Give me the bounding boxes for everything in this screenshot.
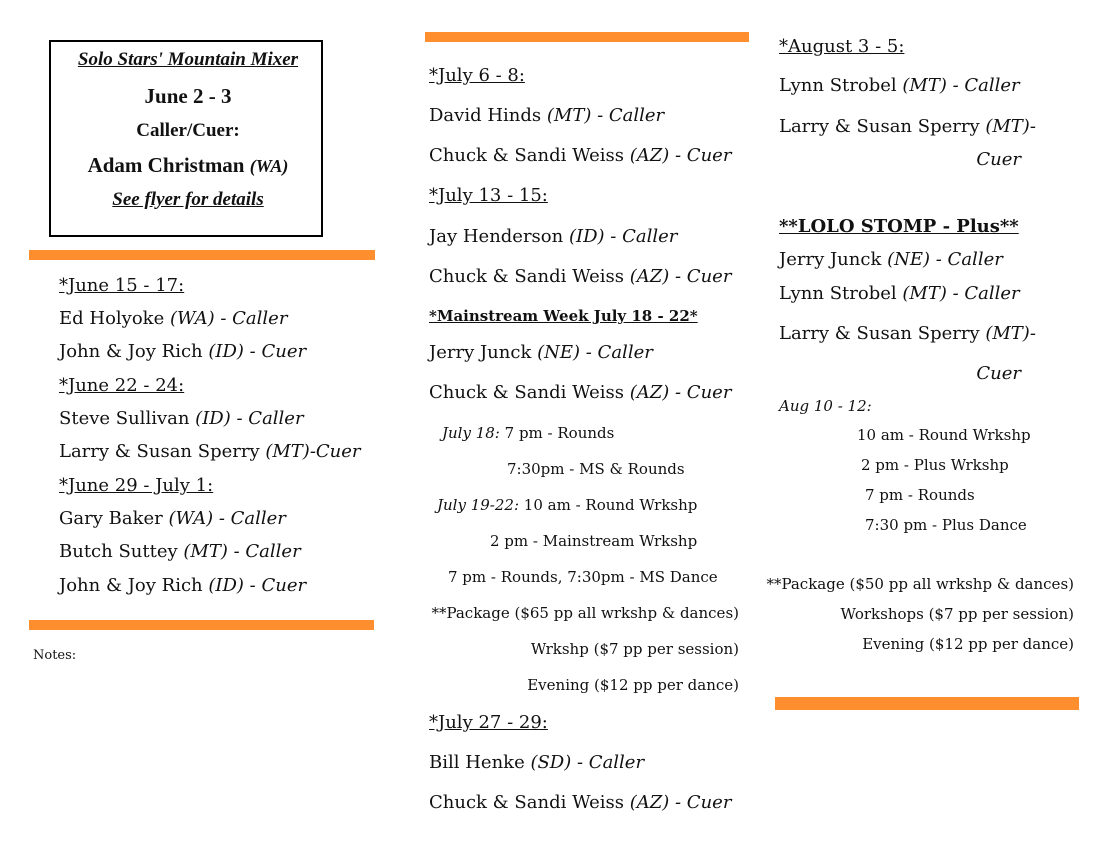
event-line: Lynn Strobel (MT) - Caller [779,283,1020,304]
event-date: *June 15 - 17: [59,275,185,296]
event-line: Larry & Susan Sperry (MT)-Cuer [59,441,361,462]
event-line-continued: Cuer [976,149,1021,170]
event-line: Chuck & Sandi Weiss (AZ) - Cuer [429,145,732,166]
event-line: Gary Baker (WA) - Caller [59,508,286,529]
schedule-day: Aug 10 - 12: [779,397,872,415]
featured-note: See flyer for details [112,189,264,210]
schedule-line: 7 pm - Rounds [865,486,975,504]
event-line: Chuck & Sandi Weiss (AZ) - Cuer [429,266,732,287]
event-date: *July 27 - 29: [429,712,548,733]
featured-caller-state: (WA) [249,156,289,176]
event-line: Chuck & Sandi Weiss (AZ) - Cuer [429,382,732,403]
event-line: Steve Sullivan (ID) - Caller [59,408,304,429]
event-line: David Hinds (MT) - Caller [429,105,665,126]
package-line: Wrkshp ($7 pp per session) [530,640,739,658]
notes-label: Notes: [33,648,77,663]
event-line: Jay Henderson (ID) - Caller [429,226,678,247]
schedule-line: 2 pm - Mainstream Wrkshp [490,532,698,550]
orange-divider [29,250,375,260]
schedule-line: July 18: 7 pm - Rounds [442,424,615,442]
event-date: *July 13 - 15: [429,185,548,206]
schedule-line: July 19-22: 10 am - Round Wrkshp [437,496,698,514]
orange-divider [29,620,374,630]
event-line: Larry & Susan Sperry (MT)- [779,323,1036,344]
package-line: Evening ($12 pp per dance) [527,676,739,694]
event-line: Ed Holyoke (WA) - Caller [59,308,288,329]
event-line-continued: Cuer [976,363,1021,384]
schedule-line: 2 pm - Plus Wrkshp [861,456,1009,474]
event-line: Lynn Strobel (MT) - Caller [779,75,1020,96]
event-date: *June 29 - July 1: [59,475,214,496]
package-line: Workshops ($7 pp per session) [840,605,1074,623]
featured-event-box [49,40,323,237]
featured-dates: June 2 - 3 [144,84,232,108]
event-line: John & Joy Rich (ID) - Cuer [59,575,307,596]
event-line: John & Joy Rich (ID) - Cuer [59,341,307,362]
featured-title: Solo Stars' Mountain Mixer [77,49,299,70]
featured-role: Caller/Cuer: [136,120,240,141]
event-line: Larry & Susan Sperry (MT)- [779,116,1036,137]
package-line: **Package ($65 pp all wrkshp & dances) [431,604,739,622]
schedule-line: 7:30pm - MS & Rounds [507,460,685,478]
event-date: *August 3 - 5: [779,36,905,57]
featured-caller [51,155,325,176]
event-line: Jerry Junck (NE) - Caller [429,342,653,363]
featured-caller-name: Adam Christman [87,153,245,177]
lolo-stomp-title: **LOLO STOMP - Plus** [779,216,1019,237]
event-line: Jerry Junck (NE) - Caller [779,249,1003,270]
event-date: *July 6 - 8: [429,65,525,86]
schedule-line: 10 am - Round Wrkshp [857,426,1031,444]
event-date: *June 22 - 24: [59,375,185,396]
orange-divider [775,697,1079,710]
event-line: Bill Henke (SD) - Caller [429,752,645,773]
mainstream-week-title: *Mainstream Week July 18 - 22* [429,307,698,325]
schedule-line: 7 pm - Rounds, 7:30pm - MS Dance [448,568,718,586]
package-line: Evening ($12 pp per dance) [862,635,1074,653]
event-line: Chuck & Sandi Weiss (AZ) - Cuer [429,792,732,813]
event-line: Butch Suttey (MT) - Caller [59,541,301,562]
orange-divider [425,32,749,42]
package-line: **Package ($50 pp all wrkshp & dances) [766,575,1074,593]
schedule-line: 7:30 pm - Plus Dance [865,516,1027,534]
